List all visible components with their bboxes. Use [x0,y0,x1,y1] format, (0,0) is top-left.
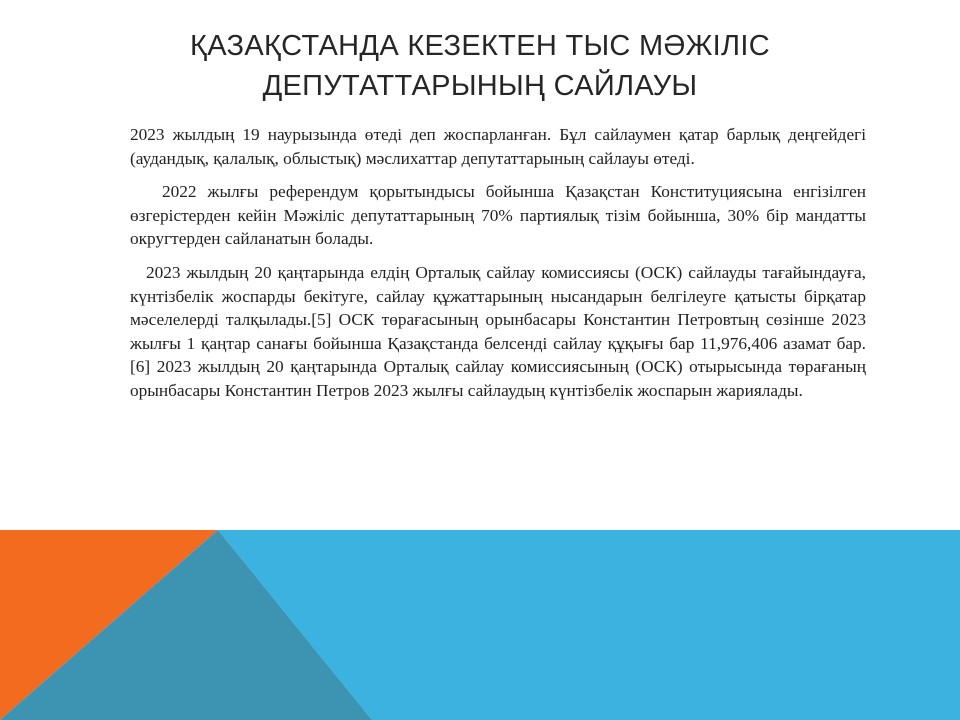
paragraph-cec-meeting: 2023 жылдың 20 қаңтарында елдің Орталық сайлау комиссиясы (ОСК) сайлауды тағайындауға, күнтізбелік жоспарды бекітуге, сайлау құжаттарының нысандарын белгілеуге қатысты бірқатар мәселелерді талқылады.[5] ОСК төрағасының орынбасары Константин Петровтың сөзінше 2023 жылғы 1 қаңтар санағы бойынша Қазақстанда белсенді сайлау құқығы бар 11,976,406 азамат бар.[6] 2023 жылдың 20 қаңтарында Орталық сайлау комиссиясының (ОСК) отырысында төрағаның орынбасары Константин Петров 2023 жылғы сайлаудың күнтізбелік жоспарын жариялады. [130,262,866,400]
slide-title-line-2: ДЕПУТАТТАРЫНЫҢ САЙЛАУЫ [262,70,698,102]
slide-body [130,123,866,413]
paragraph-election-date: 2023 жылдың 19 наурызында өтеді деп жоспарланған. Бұл сайлаумен қатар барлық деңгейдегі (аудандық, қалалық, облыстық) мәслихаттар депутаттарының сайлауы өтеді. [130,125,866,168]
slide-title-line-1: ҚАЗАҚСТАНДА КЕЗЕКТЕН ТЫС МӘЖІЛІС [190,30,770,62]
decorative-footer-shapes [0,530,960,720]
slide-title [80,26,880,106]
paragraph-referendum: 2022 жылғы референдум қорытындысы бойынша Қазақстан Конституциясына енгізілген өзгерістерден кейін Мәжіліс депутаттарының 70% партиялық тізім бойынша, 30% бір мандатты округтерден сайланатын болады. [130,182,866,249]
